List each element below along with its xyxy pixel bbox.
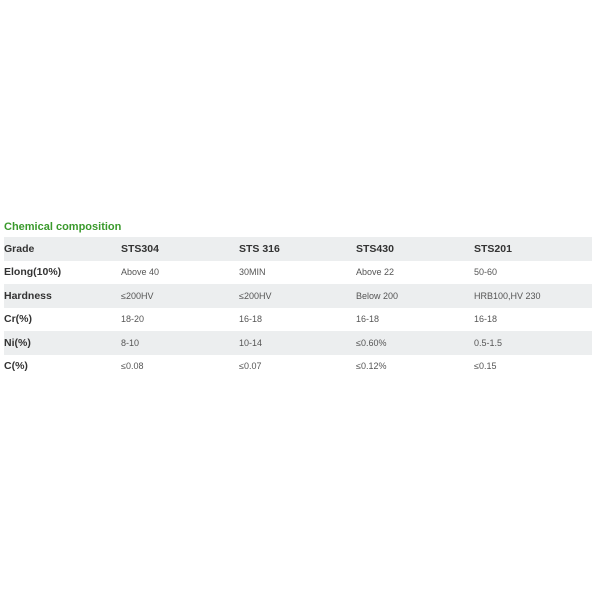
table-row [4,331,592,355]
table-row [4,261,592,285]
table-row [4,308,592,332]
table-cell: 18-20 [121,314,145,325]
header-cell: STS430 [356,237,474,261]
row-label: Hardness [4,284,121,308]
table-cell: 0.5-1.5 [474,331,592,355]
table-cell: 50-60 [474,267,498,278]
table-row [4,355,592,379]
row-label: Ni(%) [4,331,121,355]
table-cell: Below 200 [356,284,474,308]
table-cell: ≤0.12% [356,361,387,372]
row-label: Elong(10%) [4,266,62,279]
table-header-row [4,237,592,261]
header-cell: STS201 [474,237,592,261]
composition-table [4,237,592,378]
row-label: Cr(%) [4,313,32,326]
table-cell: 8-10 [121,331,239,355]
section-title: Chemical composition [4,221,122,233]
table-cell: ≤0.08 [121,361,144,372]
header-cell: STS304 [121,237,239,261]
table-cell: ≤0.07 [239,361,262,372]
table-row [4,284,592,308]
table-cell: Above 40 [121,267,160,278]
table-cell: HRB100,HV 230 [474,284,592,308]
table-cell: ≤200HV [239,284,356,308]
row-label: C(%) [4,360,28,373]
table-cell: 16-18 [474,314,498,325]
table-cell: 16-18 [356,314,380,325]
header-cell: Grade [4,237,121,261]
chemical-composition-section [4,217,592,378]
table-cell: ≤0.15 [474,361,497,372]
table-cell: 10-14 [239,331,356,355]
table-cell: 30MIN [239,267,266,278]
header-cell: STS 316 [239,237,356,261]
table-cell: ≤0.60% [356,331,474,355]
table-cell: Above 22 [356,267,395,278]
table-cell: 16-18 [239,314,263,325]
table-cell: ≤200HV [121,284,239,308]
